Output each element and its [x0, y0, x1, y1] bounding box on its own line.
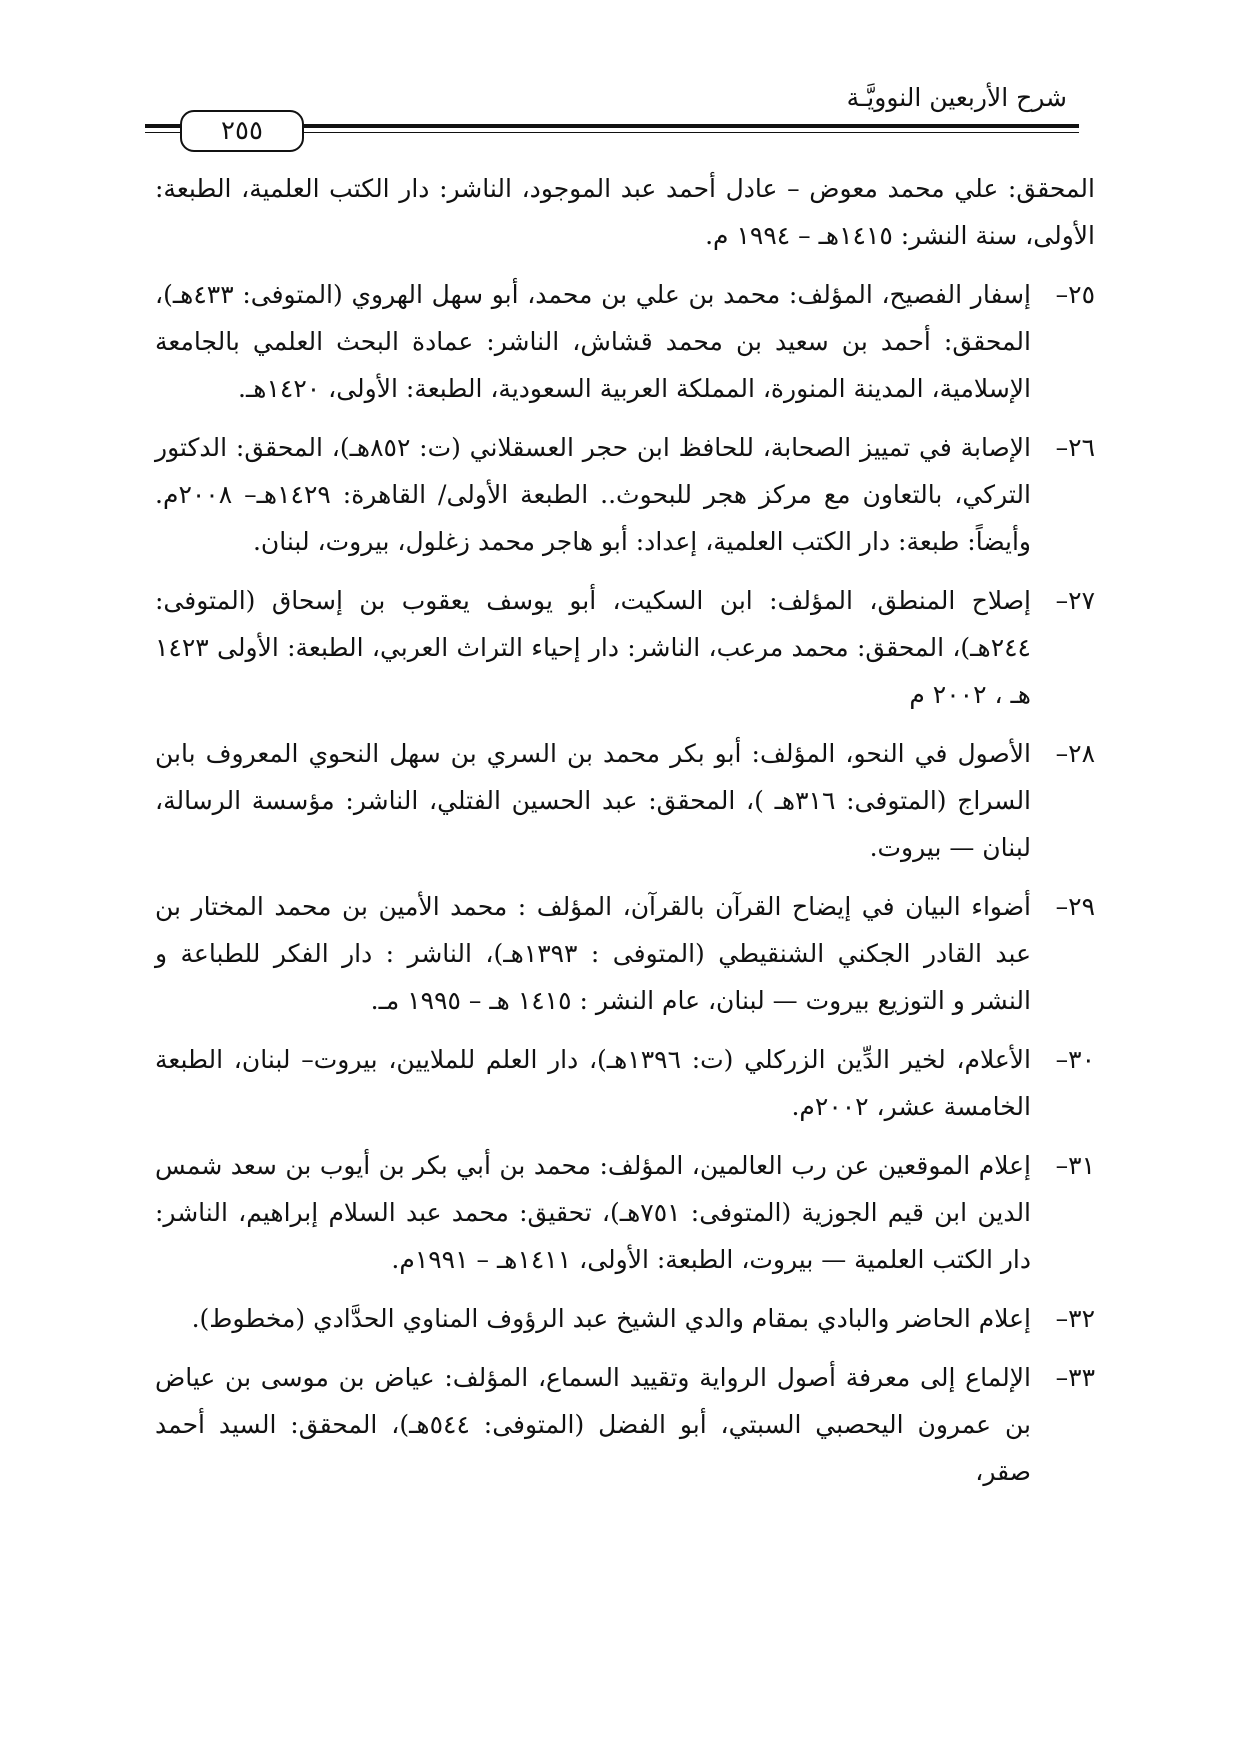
entry-text: إعلام الموقعين عن رب العالمين، المؤلف: محمد بن أبي بكر بن أيوب بن سعد شمس الدين ابن قيم الجوزية (المتوفى: ٧٥١هـ)، تحقيق: محمد عبد السلام إبراهيم، الناشر: دار الكتب العلمية — بيروت، الطبعة: الأولى، ١٤١١هـ – ١٩٩١م. [155, 1151, 1032, 1274]
entry-number: ٣٣– [1055, 1363, 1095, 1392]
bibliography-list [155, 165, 1095, 1507]
entry-number: ٢٨– [1055, 739, 1095, 768]
entry-text: الإلماع إلى معرفة أصول الرواية وتقييد السماع، المؤلف: عياض بن موسى بن عياض بن عمرون اليحصبي السبتي، أبو الفضل (المتوفى: ٥٤٤هـ)، المحقق: السيد أحمد صقر، [155, 1363, 1031, 1486]
bibliography-entry [155, 424, 1095, 565]
bibliography-entry [155, 271, 1095, 412]
entry-number: ٢٥– [1055, 280, 1095, 309]
bibliography-entry [155, 1036, 1095, 1130]
bibliography-entry [155, 730, 1095, 871]
entry-number: ٢٧– [1055, 586, 1095, 615]
bibliography-entry [155, 1354, 1095, 1495]
entry-number: ٢٦– [1055, 433, 1095, 462]
entry-number: ٢٩– [1055, 892, 1095, 921]
entry-text: أضواء البيان في إيضاح القرآن بالقرآن، المؤلف : محمد الأمين بن محمد المختار بن عبد القادر الجكني الشنقيطي (المتوفى : ١٣٩٣هـ)، الناشر : دار الفكر للطباعة و النشر و التوزيع بيروت — لبنان، عام النشر : ١٤١٥ هـ – ١٩٩٥ مـ. [155, 892, 1031, 1015]
bibliography-entry [155, 1295, 1095, 1342]
continued-entry-text: المحقق: علي محمد معوض – عادل أحمد عبد الموجود، الناشر: دار الكتب العلمية، الطبعة: الأولى، سنة النشر: ١٤١٥هـ – ١٩٩٤ م. [155, 174, 1095, 250]
bibliography-entry [155, 883, 1095, 1024]
bibliography-entry [155, 1142, 1095, 1283]
entry-text: الأصول في النحو، المؤلف: أبو بكر محمد بن السري بن سهل النحوي المعروف بابن السراج (المتوفى: ٣١٦هـ )، المحقق: عبد الحسين الفتلي، الناشر: مؤسسة الرسالة، لبنان — بيروت. [155, 739, 1032, 862]
page-number-badge: ٢٥٥ [180, 110, 304, 152]
entry-number: ٣٢– [1055, 1304, 1095, 1333]
entry-text: الأعلام، لخير الدِّين الزركلي (ت: ١٣٩٦هـ)، دار العلم للملايين، بيروت– لبنان، الطبعة الخامسة عشر، ٢٠٠٢م. [155, 1045, 1031, 1121]
entry-text: إسفار الفصيح، المؤلف: محمد بن علي بن محمد، أبو سهل الهروي (المتوفى: ٤٣٣هـ)، المحقق: أحمد بن سعيد بن محمد قشاش، الناشر: عمادة البحث العلمي بالجامعة الإسلامية، المدينة المنورة، المملكة العربية السعودية، الطبعة: الأولى، ١٤٢٠هـ. [155, 280, 1031, 403]
entry-number: ٣٠– [1055, 1045, 1095, 1074]
entry-text: إصلاح المنطق، المؤلف: ابن السكيت، أبو يوسف يعقوب بن إسحاق (المتوفى: ٢٤٤هـ)، المحقق: محمد مرعب، الناشر: دار إحياء التراث العربي، الطبعة: الأولى ١٤٢٣ هـ ، ٢٠٠٢ م [155, 586, 1031, 709]
running-header-title: شرح الأربعين النوويَّـة [846, 83, 1067, 112]
entry-number: ٣١– [1055, 1151, 1095, 1180]
bibliography-entry [155, 577, 1095, 718]
entry-text: إعلام الحاضر والبادي بمقام والدي الشيخ عبد الرؤوف المناوي الحدَّادي (مخطوط). [191, 1304, 1031, 1333]
entry-text: الإصابة في تمييز الصحابة، للحافظ ابن حجر العسقلاني (ت: ٨٥٢هـ)، المحقق: الدكتور التركي، بالتعاون مع مركز هجر للبحوث.. الطبعة الأولى/ القاهرة: ١٤٢٩هـ– ٢٠٠٨م. وأيضاً: طبعة: دار الكتب العلمية، إعداد: أبو هاجر محمد زغلول، بيروت، لبنان. [155, 433, 1031, 556]
